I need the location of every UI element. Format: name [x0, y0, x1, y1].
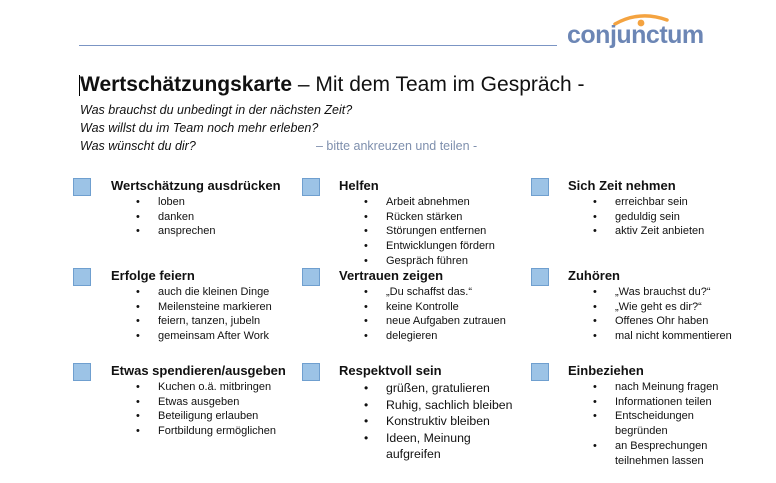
card-item-label: Offenes Ohr haben — [615, 315, 709, 328]
bullet-icon: • — [364, 330, 368, 343]
bullet-icon: • — [136, 381, 140, 393]
card-checkbox[interactable] — [73, 178, 91, 196]
card-item — [593, 380, 718, 395]
card-heading: Sich Zeit nehmen — [568, 178, 676, 193]
card-item — [593, 439, 718, 454]
card-item-label: Ruhig, sachlich bleiben — [386, 397, 513, 412]
question-3: Was wünscht du dir? — [80, 139, 196, 153]
card-item — [136, 195, 216, 210]
card-item — [364, 300, 506, 315]
card-item — [136, 210, 216, 225]
card-item — [364, 210, 495, 225]
card-item — [593, 224, 704, 239]
bullet-icon: • — [593, 315, 597, 328]
card-item-label: Ideen, Meinung — [386, 430, 471, 445]
card-item-label: geduldig sein — [615, 210, 680, 223]
bullet-icon: • — [136, 410, 140, 423]
card-item-label: Störungen entfernen — [386, 225, 487, 238]
card-item — [136, 424, 276, 439]
card-checkbox[interactable] — [302, 363, 320, 381]
card-item-label: Entwicklungen fördern — [386, 240, 495, 253]
card-item — [593, 409, 718, 424]
card-item-label: Fortbildung ermöglichen — [158, 425, 277, 438]
bullet-icon: • — [364, 414, 369, 428]
card-item-label: gemeinsam After Work — [158, 330, 270, 343]
bullet-icon: • — [364, 315, 368, 328]
card-item-list — [364, 285, 506, 344]
bullet-icon: • — [136, 315, 140, 328]
card-checkbox[interactable] — [73, 268, 91, 286]
bullet-icon: • — [364, 254, 368, 267]
card-item — [364, 446, 512, 463]
card-heading: Respektvoll sein — [339, 363, 442, 378]
bullet-icon: • — [136, 225, 140, 238]
card-item-label: teilnehmen lassen — [615, 454, 704, 467]
card-checkbox[interactable] — [302, 178, 320, 196]
card-heading: Zuhören — [568, 268, 620, 283]
card-item — [593, 285, 732, 300]
card-item — [364, 430, 512, 447]
card-item-label: aktiv Zeit anbieten — [615, 225, 705, 238]
card-checkbox[interactable] — [531, 363, 549, 381]
card-item — [136, 395, 276, 410]
card-item — [364, 314, 506, 329]
bullet-icon: • — [593, 439, 597, 452]
title-bold: Wertschätzungskarte — [80, 73, 293, 96]
question-1: Was brauchst du unbedingt in der nächsten Zeit? — [80, 103, 353, 117]
card-item-label: Arbeit abnehmen — [386, 196, 470, 208]
card-item-list — [593, 285, 732, 344]
bullet-icon: • — [364, 430, 369, 445]
card-item-label: Etwas ausgeben — [158, 395, 240, 408]
card-item-label: Konstruktiv bleiben — [386, 414, 490, 428]
card-item — [593, 314, 732, 329]
card-item — [364, 195, 495, 210]
card-item-list — [364, 380, 512, 463]
card-checkbox[interactable] — [531, 268, 549, 286]
card-checkbox[interactable] — [73, 363, 91, 381]
bullet-icon: • — [593, 410, 597, 423]
card-item-label: begründen — [615, 425, 668, 438]
card-item-list — [136, 380, 276, 439]
bullet-icon: • — [593, 210, 597, 223]
bullet-icon: • — [364, 210, 368, 223]
bullet-icon: • — [136, 286, 140, 298]
card-item-label: ansprechen — [158, 225, 216, 238]
bullet-icon: • — [364, 397, 369, 412]
card-item — [593, 424, 718, 439]
bullet-icon: • — [136, 395, 140, 408]
card-item-label: Informationen teilen — [615, 395, 712, 408]
card-item-label: neue Aufgaben zutrauen — [386, 315, 506, 328]
card-item-label: keine Kontrolle — [386, 300, 459, 313]
card-item-label: nach Meinung fragen — [615, 381, 719, 393]
card-item-label: erreichbar sein — [615, 196, 688, 208]
card-item — [364, 380, 512, 397]
bullet-icon: • — [136, 330, 140, 343]
title-rest: – Mit dem Team im Gespräch - — [292, 73, 585, 96]
card-item — [593, 195, 704, 210]
card-item-label: delegieren — [386, 330, 438, 343]
card-item-label: „Wie geht es dir?“ — [615, 300, 702, 313]
card-heading: Erfolge feiern — [111, 268, 195, 283]
card-item-label: Entscheidungen — [615, 410, 694, 423]
card-item-list — [593, 195, 704, 239]
question-2: Was willst du im Team noch mehr erleben? — [80, 121, 319, 135]
card-item — [593, 329, 732, 344]
card-item-list — [136, 195, 216, 239]
bullet-icon: • — [364, 300, 368, 313]
card-item-label: Beteiligung erlauben — [158, 410, 259, 423]
card-item-label: auch die kleinen Dinge — [158, 286, 270, 298]
card-item — [136, 329, 272, 344]
card-heading: Vertrauen zeigen — [339, 268, 444, 283]
card-item-label: danken — [158, 210, 195, 223]
bullet-icon: • — [364, 196, 368, 208]
bullet-icon: • — [136, 300, 140, 313]
card-item — [364, 285, 506, 300]
card-item-label: Meilensteine markieren — [158, 300, 272, 313]
bullet-icon: • — [136, 425, 140, 438]
card-item — [593, 454, 718, 469]
card-item-list — [136, 285, 272, 344]
card-item — [136, 300, 272, 315]
card-item — [136, 409, 276, 424]
card-item — [136, 380, 276, 395]
instruction-hint: – bitte ankreuzen und teilen - — [316, 139, 478, 153]
card-item — [593, 210, 704, 225]
card-item-label: aufgreifen — [386, 447, 441, 461]
bullet-icon: • — [364, 225, 368, 238]
svg-text:conjunctum: conjunctum — [567, 21, 704, 49]
bullet-icon: • — [364, 381, 369, 395]
card-heading: Helfen — [339, 178, 379, 193]
bullet-icon: • — [593, 286, 597, 298]
card-item-label: Kuchen o.ä. mitbringen — [158, 381, 272, 393]
card-item — [136, 224, 216, 239]
conjunctum-logo — [565, 12, 715, 52]
bullet-icon: • — [593, 225, 597, 238]
card-item-list — [593, 380, 718, 468]
card-heading: Etwas spendieren/ausgeben — [111, 363, 286, 378]
card-item — [364, 239, 495, 254]
card-heading: Wertschätzung ausdrücken — [111, 178, 281, 193]
card-item-list — [364, 195, 495, 269]
card-item — [136, 314, 272, 329]
bullet-icon: • — [136, 196, 140, 208]
card-checkbox[interactable] — [302, 268, 320, 286]
card-item-label: feiern, tanzen, jubeln — [158, 315, 261, 328]
card-item-label: „Du schaffst das.“ — [386, 286, 472, 298]
bullet-icon: • — [593, 330, 597, 343]
card-item — [364, 397, 512, 414]
card-item — [136, 285, 272, 300]
card-checkbox[interactable] — [531, 178, 549, 196]
bullet-icon: • — [593, 395, 597, 408]
card-item — [593, 395, 718, 410]
card-item-label: grüßen, gratulieren — [386, 381, 490, 395]
card-item — [364, 329, 506, 344]
card-item — [364, 254, 495, 269]
bullet-icon: • — [364, 286, 368, 298]
card-heading: Einbeziehen — [568, 363, 644, 378]
card-item-label: loben — [158, 196, 185, 208]
card-item-label: Gespräch führen — [386, 254, 468, 267]
card-item — [364, 224, 495, 239]
bullet-icon: • — [136, 210, 140, 223]
card-item-label: an Besprechungen — [615, 439, 708, 452]
card-item — [364, 413, 512, 430]
bullet-icon: • — [593, 381, 597, 393]
card-item-label: „Was brauchst du?“ — [615, 286, 711, 298]
card-item — [593, 300, 732, 315]
bullet-icon: • — [593, 300, 597, 313]
card-item-label: mal nicht kommentieren — [615, 330, 732, 343]
header-rule — [79, 45, 557, 46]
page-title — [80, 72, 585, 98]
bullet-icon: • — [593, 196, 597, 208]
bullet-icon: • — [364, 240, 368, 253]
card-item-label: Rücken stärken — [386, 210, 463, 223]
